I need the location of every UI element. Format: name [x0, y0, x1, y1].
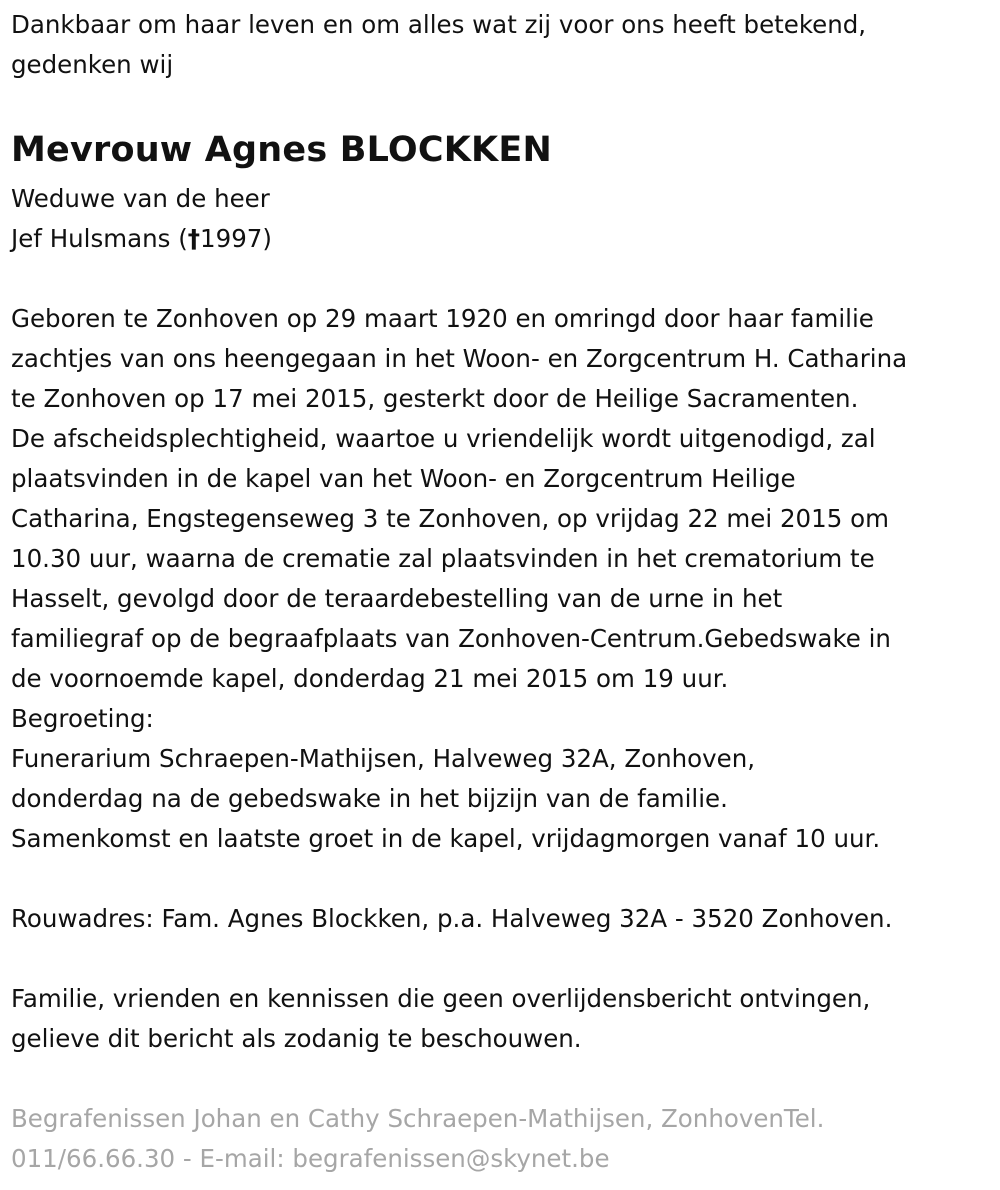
cross-icon: †: [187, 224, 201, 253]
body-line: Hasselt, gevolgd door de teraardebestelling van de urne in het: [11, 584, 783, 613]
spouse-line-2: [11, 219, 1000, 259]
body-line: familiegraf op de begraafplaats van Zonhoven-Centrum.Gebedswake in: [11, 624, 891, 653]
body-line: Catharina, Engstegenseweg 3 te Zonhoven, op vrijdag 22 mei 2015 om: [11, 504, 889, 533]
spacer: [11, 939, 1000, 979]
body-line: donderdag na de gebedswake in het bijzijn van de familie.: [11, 784, 728, 813]
spouse-death-year: 1997): [200, 224, 272, 253]
spacer: [11, 1059, 1000, 1099]
body-line: de voornoemde kapel, donderdag 21 mei 2015 om 19 uur.: [11, 664, 729, 693]
funeral-home-footer: [11, 1099, 1000, 1179]
footer-line-2: 011/66.66.30 - E-mail: begrafenissen@skynet.be: [11, 1144, 610, 1173]
body-line: te Zonhoven op 17 mei 2015, gesterkt door de Heilige Sacramenten.: [11, 384, 859, 413]
intro-line-1: Dankbaar om haar leven en om alles wat zij voor ons heeft betekend,: [11, 10, 867, 39]
body-line: De afscheidsplechtigheid, waartoe u vriendelijk wordt uitgenodigd, zal: [11, 424, 876, 453]
notice-line-2: gelieve dit bericht als zodanig te beschouwen.: [11, 1024, 582, 1053]
body-line: Begroeting:: [11, 704, 154, 733]
body-line: 10.30 uur, waarna de crematie zal plaatsvinden in het crematorium te: [11, 544, 875, 573]
body-line: plaatsvinden in de kapel van het Woon- en Zorgcentrum Heilige: [11, 464, 796, 493]
spouse-line-1: Weduwe van de heer: [11, 184, 270, 213]
notice-line-1: Familie, vrienden en kennissen die geen overlijdensbericht ontvingen,: [11, 984, 871, 1013]
spacer: [11, 259, 1000, 299]
deceased-name: Mevrouw Agnes BLOCKKEN: [11, 130, 552, 170]
body-line: Funerarium Schraepen-Mathijsen, Halveweg 32A, Zonhoven,: [11, 744, 756, 773]
body-line: Samenkomst en laatste groet in de kapel, vrijdagmorgen vanaf 10 uur.: [11, 824, 881, 853]
spacer: [11, 859, 1000, 899]
mourning-address: Rouwadres: Fam. Agnes Blockken, p.a. Halveweg 32A - 3520 Zonhoven.: [11, 904, 893, 933]
body-text: [11, 299, 1000, 859]
spouse-name: Jef Hulsmans (: [11, 224, 188, 253]
body-line: zachtjes van ons heengegaan in het Woon- en Zorgcentrum H. Catharina: [11, 344, 908, 373]
body-line: Geboren te Zonhoven op 29 maart 1920 en omringd door haar familie: [11, 304, 874, 333]
footer-line-1: Begrafenissen Johan en Cathy Schraepen-Mathijsen, ZonhovenTel.: [11, 1104, 825, 1133]
intro-line-2: gedenken wij: [11, 50, 174, 79]
